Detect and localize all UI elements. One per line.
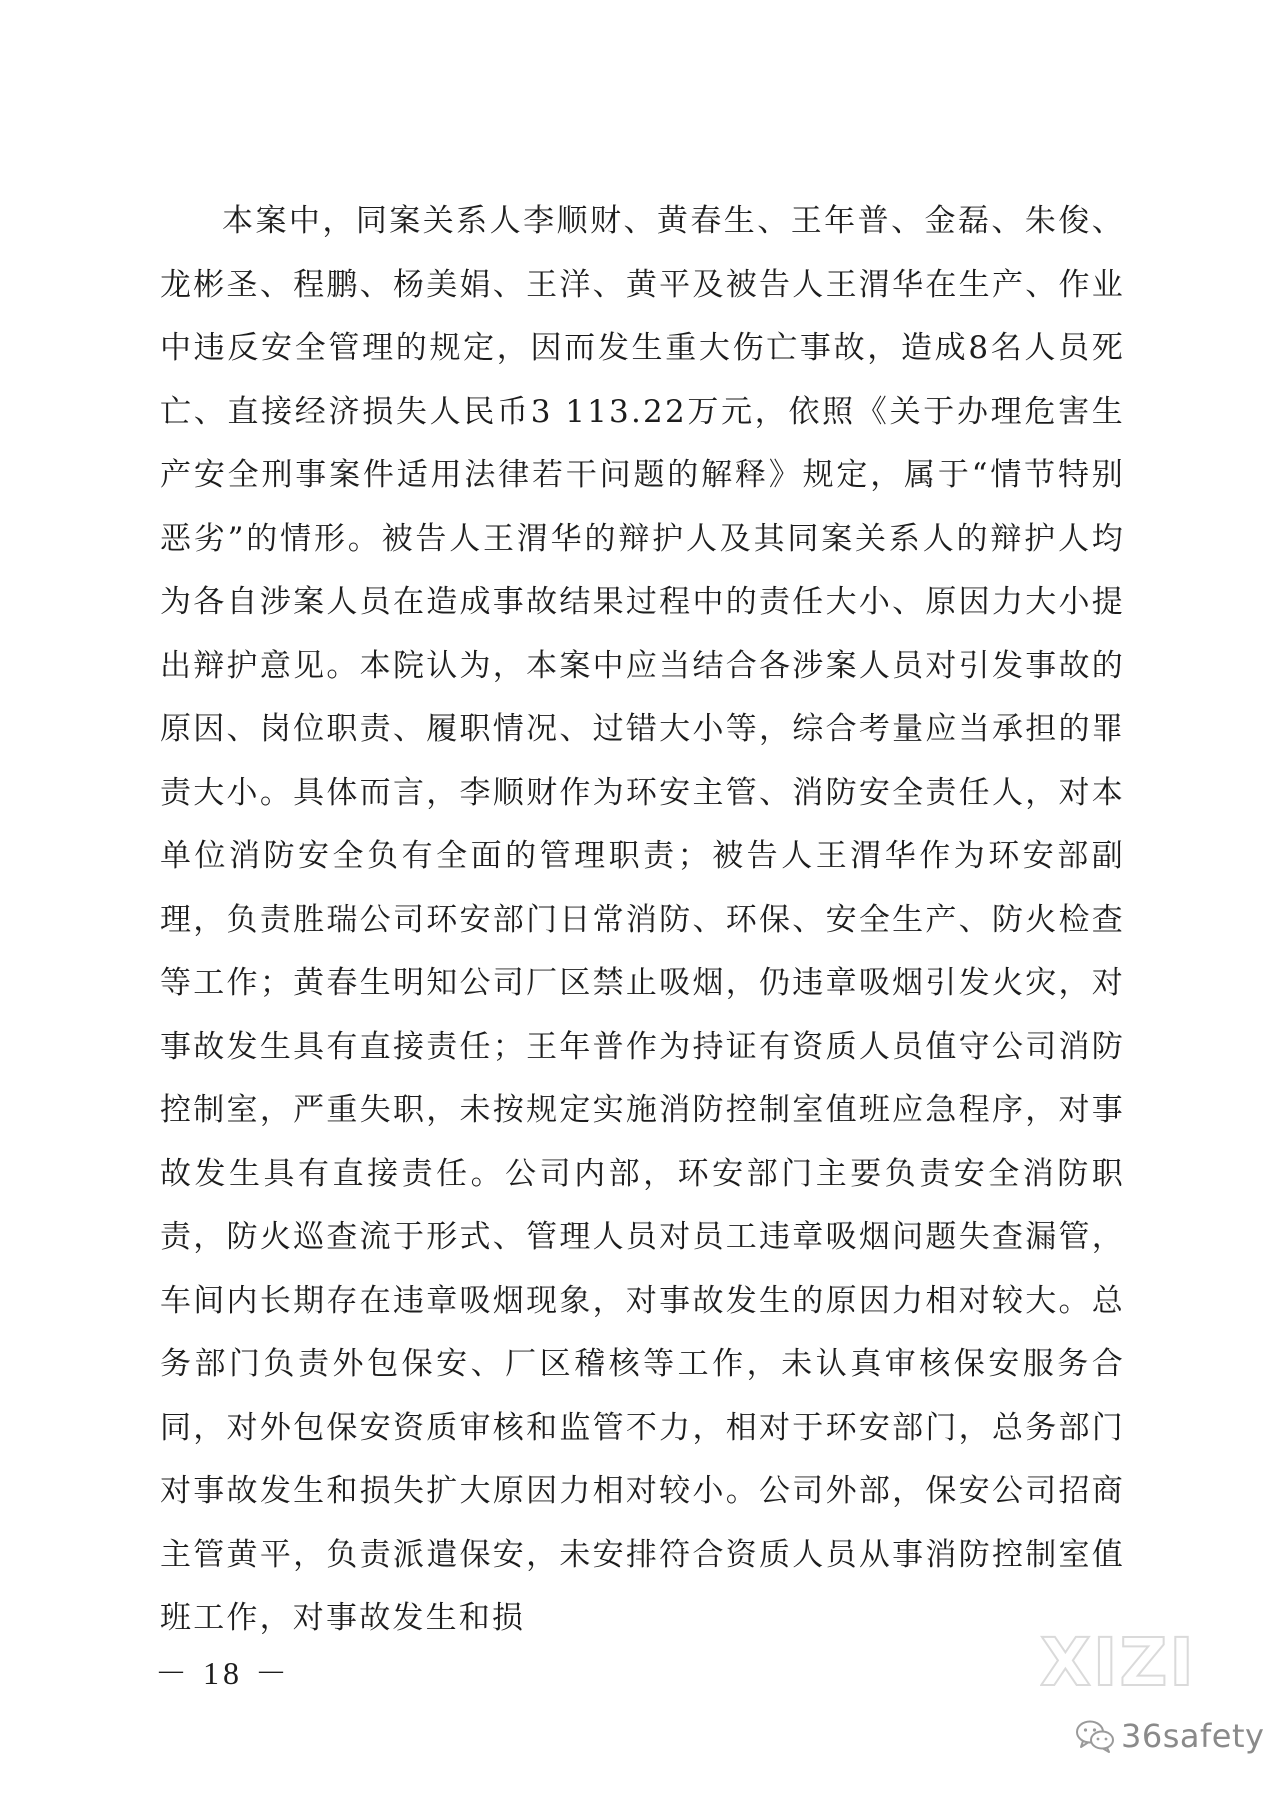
- wechat-watermark: [1075, 1717, 1264, 1755]
- wechat-account-label: 36safety: [1121, 1717, 1265, 1755]
- wechat-icon: [1075, 1719, 1115, 1753]
- xizi-watermark-logo: XIZI: [1040, 1624, 1196, 1701]
- page-number: － 18 －: [155, 1655, 292, 1691]
- body-paragraph: 本案中，同案关系人李顺财、黄春生、王年普、金磊、朱俊、龙彬圣、程鹏、杨美娟、王洋、黄平及被告人王渭华在生产、作业中违反安全管理的规定，因而发生重大伤亡事故，造成8名人员死亡、直接经济损失人民币3 113.22万元，依照《关于办理危害生产安全刑事案件适用法律若干问题的解释》规定，属于“情节特别恶劣”的情形。被告人王渭华的辩护人及其同案关系人的辩护人均为各自涉案人员在造成事故结果过程中的责任大小、原因力大小提出辩护意见。本院认为，本案中应当结合各涉案人员对引发事故的原因、岗位职责、履职情况、过错大小等，综合考量应当承担的罪责大小。具体而言，李顺财作为环安主管、消防安全责任人，对本单位消防安全负有全面的管理职责；被告人王渭华作为环安部副理，负责胜瑞公司环安部门日常消防、环保、安全生产、防火检查等工作；黄春生明知公司厂区禁止吸烟，仍违章吸烟引发火灾，对事故发生具有直接责任；王年普作为持证有资质人员值守公司消防控制室，严重失职，未按规定实施消防控制室值班应急程序，对事故发生具有直接责任。公司内部，环安部门主要负责安全消防职责，防火巡查流于形式、管理人员对员工违章吸烟问题失查漏管，车间内长期存在违章吸烟现象，对事故发生的原因力相对较大。总务部门负责外包保安、厂区稽核等工作，未认真审核保安服务合同，对外包保安资质审核和监管不力，相对于环安部门，总务部门对事故发生和损失扩大原因力相对较小。公司外部，保安公司招商主管黄平，负责派遣保安，未安排符合资质人员从事消防控制室值班工作，对事故发生和损: [160, 203, 1125, 1636]
